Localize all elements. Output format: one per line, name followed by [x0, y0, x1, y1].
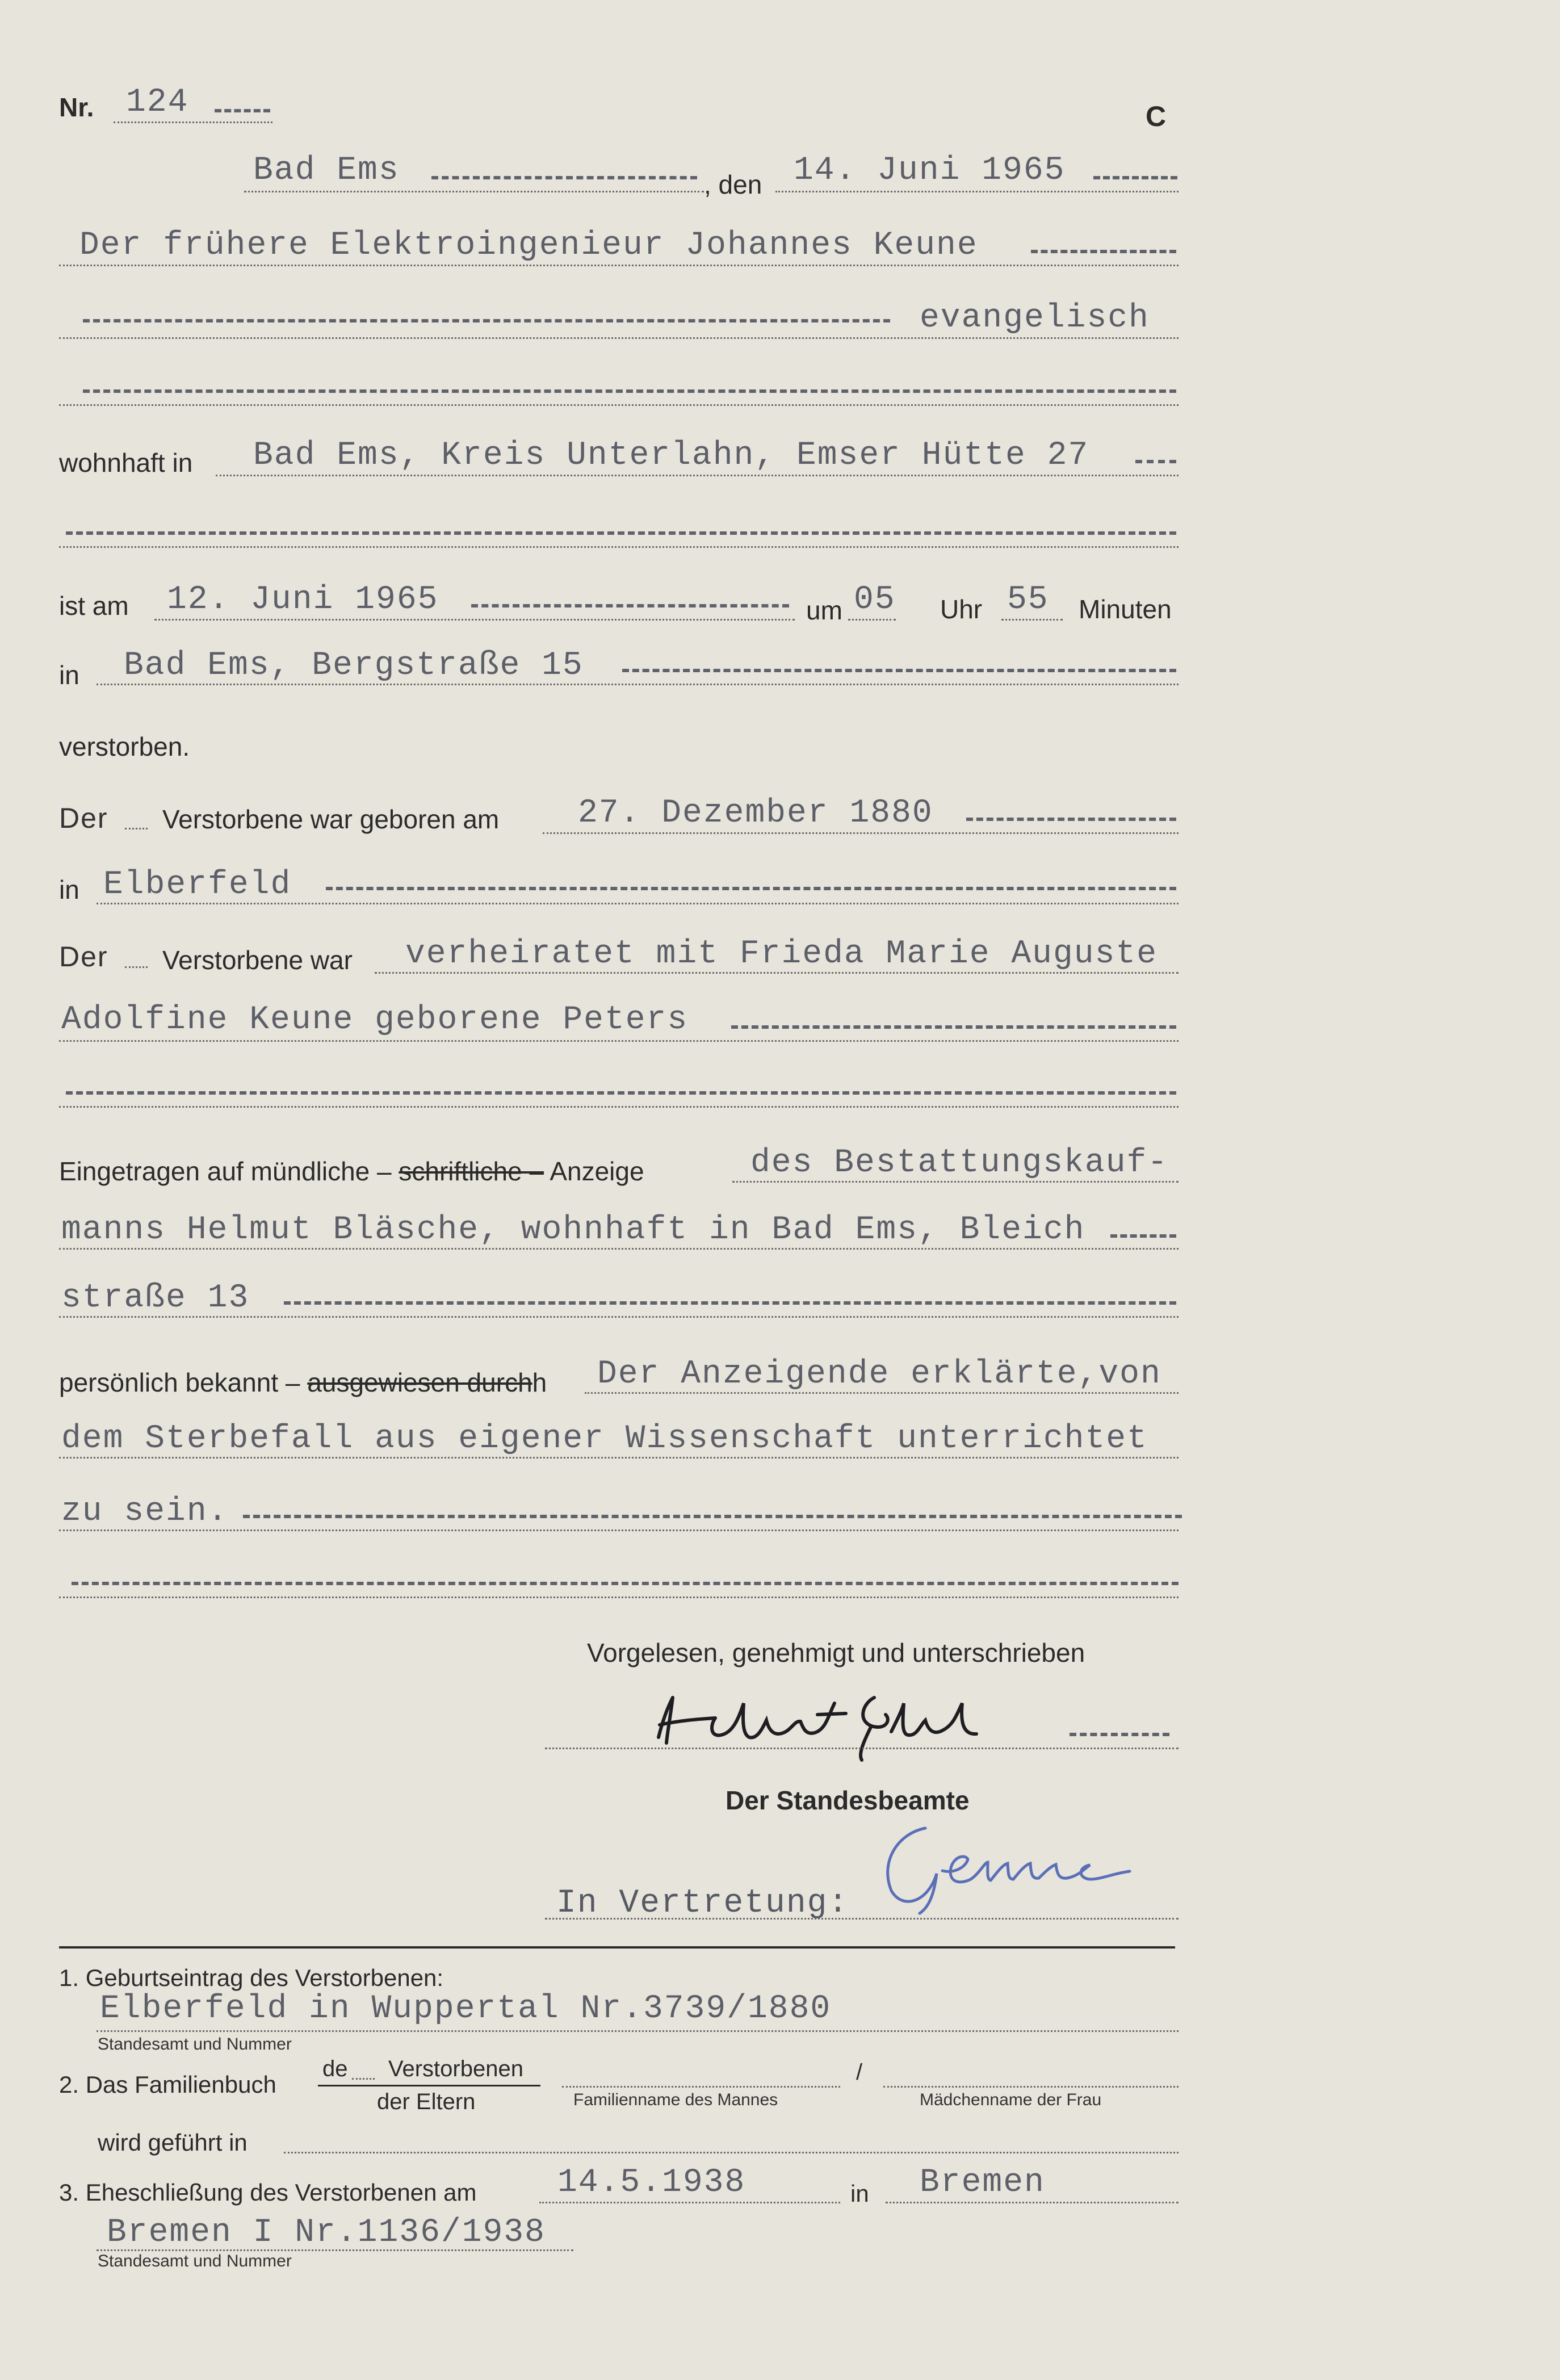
- underline: [59, 337, 1179, 339]
- registration-line2: manns Helmut Bläsche, wohnhaft in Bad Ems, Bleich: [61, 1212, 1085, 1248]
- underline: [543, 832, 1179, 834]
- representation-label: In Vertretung:: [556, 1885, 849, 1922]
- filler-dash: [284, 1301, 1176, 1305]
- birth-place: Elberfeld: [103, 866, 292, 903]
- birth-der: Der: [59, 802, 108, 834]
- footer-item3-caption: Standesamt und Nummer: [98, 2252, 292, 2270]
- filler-dash: [1135, 460, 1176, 463]
- underline: [883, 2086, 1179, 2088]
- filler-dash: [72, 1582, 1179, 1585]
- caption-husband-surname: Familienname des Mannes: [573, 2090, 778, 2109]
- underline: [545, 1748, 1179, 1749]
- underline: [545, 1918, 1179, 1920]
- in-label: in: [59, 660, 79, 690]
- death-place: Bad Ems, Bergstraße 15: [124, 647, 584, 684]
- residence-label: wohnhaft in: [59, 448, 193, 477]
- marriage-date: 14.5.1938: [557, 2164, 746, 2201]
- underline: [59, 1040, 1179, 1042]
- birth-label: Verstorbene war geboren am: [162, 804, 500, 834]
- filler-dash: [1093, 176, 1177, 179]
- person-name: Der frühere Elektroingenieur Johannes Keune: [79, 227, 978, 264]
- footer-item3-in: in: [850, 2180, 869, 2207]
- date-value: 14. Juni 1965: [794, 152, 1066, 189]
- underline: [125, 966, 148, 968]
- registration-line1: des Bestattungskauf-: [750, 1145, 1169, 1181]
- underline: [59, 546, 1179, 548]
- identity-label-start: persönlich bekannt –: [59, 1368, 300, 1397]
- marital-line1: verheiratet mit Frieda Marie Auguste: [405, 936, 1158, 973]
- footer-item2-eltern: der Eltern: [377, 2089, 476, 2114]
- underline: [59, 1597, 1179, 1598]
- underline: [848, 619, 896, 621]
- marital-der: Der: [59, 941, 108, 973]
- registration-label-struck: schriftliche –: [399, 1157, 544, 1186]
- underline: [125, 828, 148, 829]
- registration-label-start: Eingetragen auf mündliche –: [59, 1157, 392, 1186]
- identity-label-struck: ausgewiesen durch: [307, 1368, 532, 1397]
- footer-item2-label: 2. Das Familienbuch: [59, 2071, 276, 2098]
- death-hour: 05: [854, 581, 896, 618]
- religion: evangelisch: [920, 300, 1150, 337]
- filler-dash: [1070, 1733, 1169, 1736]
- underline: [375, 972, 1179, 974]
- register-number: 124: [126, 84, 189, 121]
- form-letter: C: [1146, 100, 1167, 132]
- underline: [244, 191, 704, 192]
- uhr-label: Uhr: [940, 594, 983, 624]
- footer-item3-label: 3. Eheschließung des Verstorbenen am: [59, 2179, 477, 2206]
- underline: [97, 903, 1179, 904]
- filler-dash: [622, 669, 1176, 672]
- fraction-line: [318, 2085, 540, 2086]
- verstorben-label: verstorben.: [59, 732, 190, 761]
- underline: [775, 191, 1179, 192]
- underline: [114, 121, 272, 123]
- official-label: Der Standesbeamte: [726, 1786, 970, 1815]
- underline: [154, 619, 795, 621]
- filler-dash: [215, 109, 270, 112]
- identity-line1: Der Anzeigende erklärte,von: [597, 1356, 1161, 1393]
- birth-in-label: in: [59, 875, 79, 904]
- underline: [59, 1248, 1179, 1250]
- underline: [562, 2086, 840, 2088]
- underline: [59, 1316, 1179, 1318]
- footer-item1-caption: Standesamt und Nummer: [98, 2035, 292, 2054]
- birth-entry-value: Elberfeld in Wuppertal Nr.3739/1880: [100, 1991, 832, 2027]
- filler-dash: [1031, 250, 1176, 253]
- caption-wife-maiden: Mädchenname der Frau: [920, 2090, 1102, 2109]
- underline: [59, 1457, 1179, 1459]
- identity-line3: zu sein.: [61, 1493, 229, 1530]
- filler-dash: [731, 1025, 1176, 1029]
- underline: [352, 2078, 375, 2080]
- registration-line3: straße 13: [61, 1280, 250, 1317]
- underline: [97, 684, 1179, 685]
- footer-item2-de: de: [322, 2056, 348, 2081]
- um-label: um: [806, 596, 842, 625]
- underline: [97, 2249, 573, 2251]
- residence-value: Bad Ems, Kreis Unterlahn, Emser Hütte 27: [253, 437, 1089, 474]
- underline: [886, 2202, 1179, 2203]
- identity-line2: dem Sterbefall aus eigener Wissenschaft unterrichtet: [61, 1421, 1148, 1457]
- marital-label: Verstorbene war: [162, 945, 353, 975]
- underline: [59, 404, 1179, 406]
- footer-item2-verstorbenen: Verstorbenen: [388, 2056, 523, 2081]
- death-minutes: 55: [1007, 581, 1049, 618]
- died-on-label: ist am: [59, 591, 129, 621]
- filler-dash: [966, 818, 1176, 821]
- underline: [59, 1106, 1179, 1108]
- footer-item2-slash: /: [856, 2060, 863, 2085]
- underline: [284, 2152, 1179, 2153]
- underline: [59, 265, 1179, 266]
- marriage-place: Bremen: [920, 2164, 1045, 2201]
- birth-date: 27. Dezember 1880: [578, 795, 933, 832]
- filler-dash: [1110, 1234, 1176, 1238]
- underline: [97, 2030, 1179, 2032]
- footer-item1-label: 1. Geburtseintrag des Verstorbenen:: [59, 1964, 444, 1991]
- filler-dash: [66, 531, 1176, 535]
- footer-item2-kept: wird geführt in: [98, 2129, 248, 2156]
- underline: [585, 1392, 1179, 1394]
- official-signature: [874, 1817, 1169, 1919]
- underline: [1001, 619, 1063, 621]
- underline: [216, 475, 1179, 476]
- section-divider: [59, 1946, 1175, 1949]
- filler-dash: [83, 389, 1176, 393]
- minuten-label: Minuten: [1079, 594, 1172, 624]
- filler-dash: [66, 1091, 1176, 1095]
- registrant-signature: [647, 1681, 1056, 1766]
- identity-label-end: h: [532, 1368, 547, 1397]
- registration-label-end: Anzeige: [550, 1157, 644, 1186]
- marriage-registry-value: Bremen I Nr.1136/1938: [107, 2214, 546, 2251]
- place-value: Bad Ems: [253, 152, 400, 189]
- underline: [59, 1530, 1179, 1531]
- den-label: , den: [704, 170, 762, 199]
- identity-label: [59, 1367, 547, 1398]
- filler-dash: [326, 887, 1176, 890]
- read-approved-label: Vorgelesen, genehmigt und unterschrieben: [587, 1638, 1085, 1667]
- underline: [732, 1181, 1179, 1183]
- filler-dash: [243, 1515, 1182, 1518]
- filler-dash: [431, 176, 697, 179]
- death-date: 12. Juni 1965: [167, 581, 439, 618]
- filler-dash: [83, 319, 890, 322]
- registration-label: [59, 1156, 644, 1187]
- filler-dash: [471, 604, 789, 607]
- marital-line2: Adolfine Keune geborene Peters: [61, 1002, 689, 1038]
- nr-label: Nr.: [59, 93, 94, 122]
- underline: [539, 2202, 840, 2203]
